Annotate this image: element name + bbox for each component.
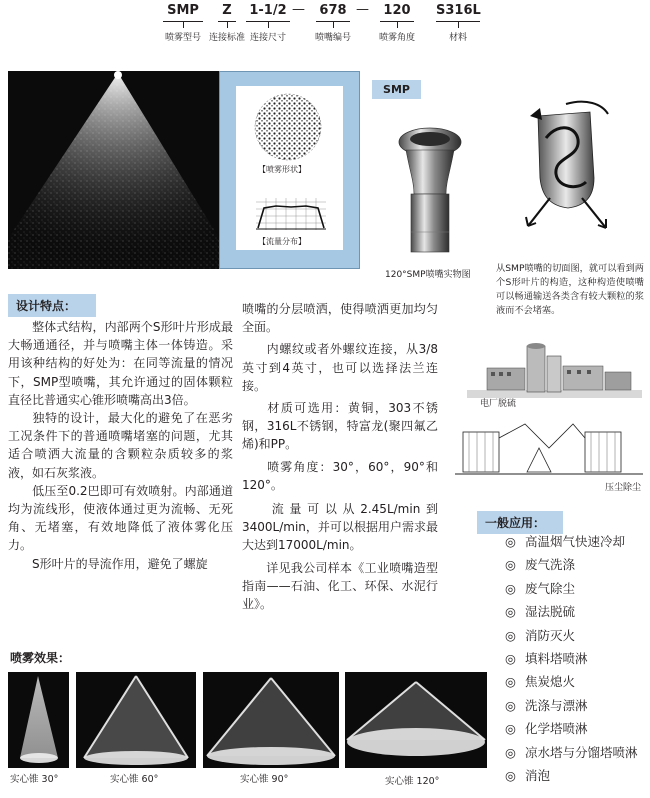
label-number: 喷嘴编号 xyxy=(314,33,351,43)
spray-photo xyxy=(8,71,219,269)
design-para-10: 详见我公司样本《工业喷嘴造型指南——石油、化工、环保、水泥行业》。 xyxy=(242,560,438,612)
list-item: ◎ 化学塔喷淋 xyxy=(505,721,588,737)
applications-list xyxy=(505,530,650,787)
list-item: ◎ 焦炭熄火 xyxy=(505,674,576,690)
power-label: 电厂脱硫 xyxy=(480,399,517,409)
spray-shape-label: 【喷雾形状】 xyxy=(258,165,306,174)
dust-illustration xyxy=(455,418,643,478)
code-model: SMP xyxy=(167,3,199,18)
code-dash: — xyxy=(292,2,305,17)
flow-distribution-label: 【流量分布】 xyxy=(258,237,306,246)
design-para-4: S形叶片的导流作用，避免了螺旋 xyxy=(32,556,208,571)
spray-60-label: 实心锥 60° xyxy=(110,774,159,785)
pattern-inner xyxy=(236,86,343,250)
spray-90-label: 实心锥 90° xyxy=(240,774,289,785)
list-item: ◎ 废气除尘 xyxy=(505,580,576,596)
label-angle: 喷雾角度 xyxy=(378,33,415,43)
spray-shape-diagram xyxy=(248,92,328,162)
design-para-2: 独特的设计，最大化的避免了在恶劣工况条件下的普通喷嘴堵塞的问题，尤其适合喷洒大流量的含颗粒杂质较多的浆液，如石灰浆液。 xyxy=(8,411,233,480)
nozzle-caption: 120°SMP喷嘴实物图 xyxy=(385,270,471,280)
product-badge: SMP xyxy=(372,80,421,99)
design-para-8: 喷雾角度：30°，60°，90°和120°。 xyxy=(242,459,438,492)
spray-120-photo xyxy=(345,672,487,768)
design-para-9: 流量可以从2.45L/min到3400L/min，并可以根据用户需求最大达到17000L/min。 xyxy=(242,502,438,553)
flow-distribution-chart xyxy=(256,198,326,230)
nozzle-photo xyxy=(390,122,470,262)
label-model: 喷雾型号 xyxy=(164,33,201,43)
spray-30-photo xyxy=(8,672,69,768)
list-item: ◎ 填料塔喷淋 xyxy=(505,651,588,667)
design-para-7: 材质可选用：黄铜，303不锈钢，316L不锈钢，特富龙(聚四氟乙烯)和PP。 xyxy=(242,401,438,452)
cutaway-diagram xyxy=(520,98,615,243)
code-material: S316L xyxy=(436,3,481,18)
design-column-1 xyxy=(8,318,233,573)
design-para-3: 低压至0.2巴即可有效喷射。内部通道均为流线形，使液体通过更为流畅、无死角、无堵塞，有效地降低了液体雾化压力。 xyxy=(8,483,233,553)
list-item: ◎ 洗涤与漂淋 xyxy=(505,697,588,713)
design-para-1: 整体式结构，内部两个S形叶片形成最大畅通通径，并与喷嘴主体一体铸造。采用该种结构的好处为：在同等流量的情况下，SMP型喷嘴，其允许通过的固体颗粒直径比普通实心锥形喷嘴高出3倍。 xyxy=(8,320,233,407)
design-column-2 xyxy=(242,300,438,613)
code-angle: 120 xyxy=(383,3,411,18)
label-material: 材料 xyxy=(448,33,467,43)
label-size: 连接尺寸 xyxy=(249,33,286,43)
label-standard: 连接标准 xyxy=(208,33,245,43)
code-number: 678 xyxy=(319,3,347,18)
spray-30-label: 实心锥 30° xyxy=(10,774,59,785)
spray-pattern-panel xyxy=(219,71,360,269)
list-item: ◎ 高温烟气快速冷却 xyxy=(505,534,626,549)
code-dash: — xyxy=(356,2,369,17)
spray-effects-heading: 喷雾效果： xyxy=(10,651,71,665)
applications-heading: 一般应用： xyxy=(477,511,563,534)
dust-label: 压尘除尘 xyxy=(605,483,642,493)
cutaway-text: 从SMP喷嘴的切面图，就可以看到两个S形叶片的构造，这种构造使喷嘴可以畅通输送各类含有较大颗粒的浆液而不会堵塞。 xyxy=(496,263,644,316)
list-item: ◎ 消防灭火 xyxy=(505,627,576,643)
list-item: ◎ 湿法脱硫 xyxy=(505,604,576,620)
code-size: 1-1/2 xyxy=(249,3,287,18)
design-para-6: 内螺纹或者外螺纹连接，从3/8英寸到4英寸，也可以选择法兰连接。 xyxy=(242,342,438,393)
design-para-5: 喷嘴的分层喷洒，使得喷洒更加均匀全面。 xyxy=(242,302,438,335)
spray-90-photo xyxy=(203,672,339,768)
list-item: ◎ 废气洗涤 xyxy=(505,557,576,573)
spray-60-photo xyxy=(76,672,196,768)
spray-120-label: 实心锥 120° xyxy=(385,776,440,787)
list-item: ◎ 凉水塔与分馏塔喷淋 xyxy=(505,744,638,760)
list-item: ◎ 消泡 xyxy=(505,768,551,784)
power-plant-illustration xyxy=(467,338,642,400)
design-heading: 设计特点： xyxy=(8,294,96,317)
code-standard: Z xyxy=(222,3,232,18)
